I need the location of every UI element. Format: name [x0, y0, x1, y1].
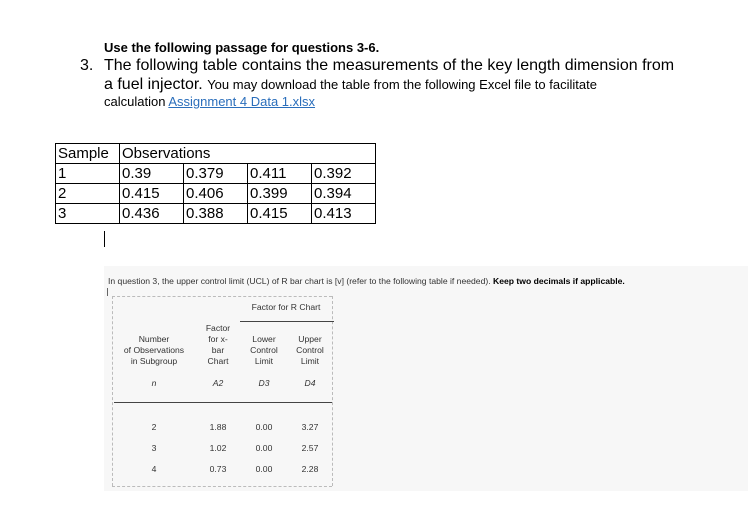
col-n-line: in Subgroup: [130, 356, 178, 366]
d3-cell: 0.00: [255, 464, 273, 474]
excel-file-link[interactable]: Assignment 4 Data 1.xlsx: [168, 94, 316, 109]
observations-table: [55, 143, 376, 224]
value-cell: 0.379: [184, 164, 248, 184]
a2-cell: 1.02: [209, 443, 227, 453]
col-header-a2: [198, 323, 238, 367]
table-row: [56, 184, 376, 204]
table-border-right: [332, 296, 333, 486]
symbol-n: n: [151, 378, 157, 388]
value-cell: 0.413: [312, 204, 376, 224]
question-text-line3: [104, 94, 744, 109]
d4-cell: 2.57: [301, 443, 319, 453]
table-row: [56, 204, 376, 224]
col-a2-line: Chart: [207, 356, 229, 366]
table-header-row: [56, 144, 376, 164]
table-border-left: [112, 296, 113, 486]
sample-cell: 1: [56, 164, 120, 184]
question-text-line2: [104, 75, 744, 94]
sample-cell: 3: [56, 204, 120, 224]
n-cell: 4: [151, 464, 157, 474]
d4-cell: 2.28: [301, 464, 319, 474]
header-sample: Sample: [56, 144, 120, 164]
question-panel: [104, 266, 748, 491]
header-rule: [114, 402, 332, 403]
sample-cell: 2: [56, 184, 120, 204]
value-cell: 0.415: [120, 184, 184, 204]
cursor-mark: [107, 288, 108, 296]
col-d3-line: Lower: [252, 334, 276, 344]
a2-cell: 1.88: [209, 422, 227, 432]
col-a2-line: bar: [211, 345, 225, 355]
col-d4-line: Upper: [298, 334, 322, 344]
value-cell: 0.394: [312, 184, 376, 204]
col-n-line: of Observations: [123, 345, 185, 355]
passage-heading: Use the following passage for questions 3-6.: [104, 40, 380, 55]
col-d4-line: Limit: [300, 356, 320, 366]
table-border-bottom: [112, 486, 332, 487]
col-d3-line: Control: [250, 345, 278, 355]
value-cell: 0.39: [120, 164, 184, 184]
n-cell: 3: [151, 443, 157, 453]
symbol-a2: A2: [212, 378, 224, 388]
question-body: [104, 56, 744, 109]
passage-section: [104, 40, 744, 56]
factor-table: [112, 296, 332, 488]
value-cell: 0.406: [184, 184, 248, 204]
factor-group-header: Factor for R Chart: [251, 302, 321, 312]
prompt-text: In question 3, the upper control limit (UCL) of R bar chart is [v] (refer to the following table if needed).: [108, 276, 491, 286]
col-header-n: [114, 334, 194, 367]
col-d3-line: Limit: [254, 356, 274, 366]
question-text-large: a fuel injector.: [104, 76, 203, 93]
col-a2-line: Factor: [205, 323, 231, 333]
d3-cell: 0.00: [255, 443, 273, 453]
col-n-line: Number: [138, 334, 170, 344]
table-row: [56, 164, 376, 184]
prompt-bold-text: Keep two decimals if applicable.: [493, 276, 625, 286]
a2-cell: 0.73: [209, 464, 227, 474]
col-a2-line: for x-: [208, 334, 228, 344]
text-cursor: [104, 231, 105, 247]
d3-cell: 0.00: [255, 422, 273, 432]
group-header-rule: [240, 321, 334, 322]
symbol-d3: D3: [258, 378, 270, 388]
symbol-d4: D4: [304, 378, 316, 388]
question-text-small: You may download the table from the following Excel file to facilitate: [207, 77, 597, 92]
value-cell: 0.392: [312, 164, 376, 184]
question-prompt: [108, 276, 625, 286]
d4-cell: 3.27: [301, 422, 319, 432]
value-cell: 0.399: [248, 184, 312, 204]
question-number: 3.: [80, 57, 94, 74]
col-header-d3: [240, 334, 288, 367]
table-border-top: [112, 296, 332, 297]
value-cell: 0.436: [120, 204, 184, 224]
question-text-line1: The following table contains the measurements of the key length dimension from: [104, 57, 675, 74]
col-header-d4: [286, 334, 334, 367]
value-cell: 0.411: [248, 164, 312, 184]
question-text-calc: calculation: [104, 94, 166, 109]
value-cell: 0.415: [248, 204, 312, 224]
header-observations: Observations: [120, 144, 376, 164]
value-cell: 0.388: [184, 204, 248, 224]
n-cell: 2: [151, 422, 157, 432]
col-d4-line: Control: [296, 345, 324, 355]
